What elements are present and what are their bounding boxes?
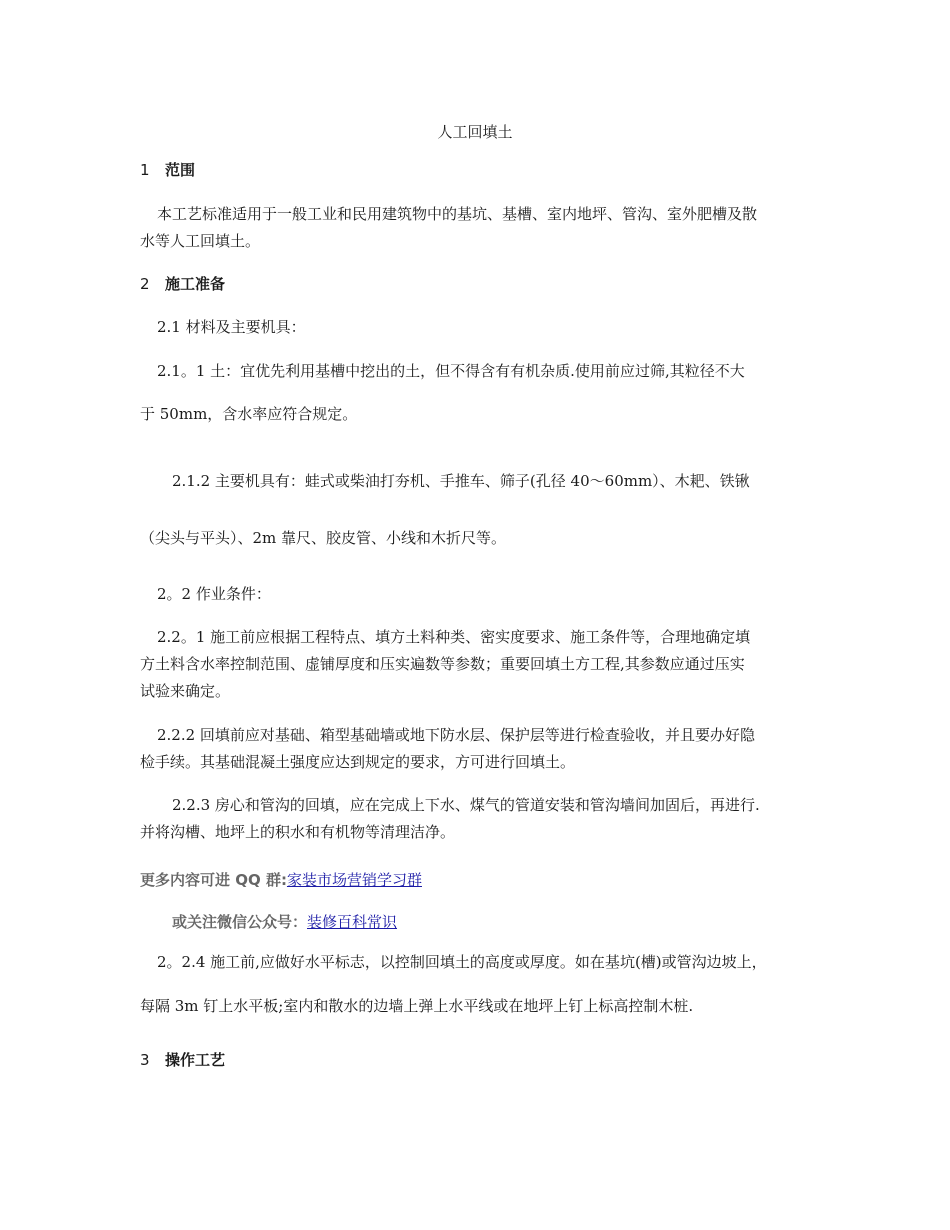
paragraph-line: 水等人工回填土。 [140,232,261,250]
wechat-link[interactable]: 装修百科常识 [307,913,398,931]
paragraph-line: 检手续。其基础混凝土强度应达到规定的要求，方可进行回填土。 [140,753,576,771]
paragraph-line: 并将沟槽、地坪上的积水和有机物等清理洁净。 [140,823,456,841]
wechat-promo [172,912,397,932]
section-title: 施工准备 [165,275,226,293]
section-title: 操作工艺 [165,1051,226,1069]
paragraph-line: 试验来确定。 [140,682,231,700]
document-title: 人工回填土 [437,123,513,141]
paragraph-line: 2.2.3 房心和管沟的回填，应在完成上下水、煤气的管道安装和管沟墙间加固后，再进行. [172,796,760,814]
qq-group-link[interactable]: 家装市场营销学习群 [286,871,422,889]
subsection-heading: 2。2 作业条件： [157,585,271,603]
subsection-heading: 2.1 材料及主要机具： [157,318,306,336]
paragraph-line: 本工艺标准适用于一般工业和民用建筑物中的基坑、基槽、室内地坪、管沟、室外肥槽及散 [157,205,758,223]
paragraph-line: 2.1。1 土：宜优先利用基槽中挖出的土，但不得含有有机杂质.使用前应过筛,其粒径不大 [157,362,745,380]
paragraph-line: 2.2.2 回填前应对基础、箱型基础墙或地下防水层、保护层等进行检查验收，并且要办好隐 [157,726,755,744]
section-number: 1 [140,161,150,179]
paragraph-line: 于 50mm，含水率应符合规定。 [140,405,358,423]
paragraph-line: 每隔 3m 钉上水平板;室内和散水的边墙上弹上水平线或在地坪上钉上标高控制木桩. [140,997,694,1015]
section-number: 3 [140,1051,150,1069]
paragraph-line: 2。2.4 施工前,应做好水平标志，以控制回填土的高度或厚度。如在基坑(槽)或管沟边坡上， [157,953,767,971]
qq-group-promo [140,870,422,890]
section-number: 2 [140,275,150,293]
section-heading-process [140,1050,225,1070]
paragraph-line: （尖头与平头）、2m 靠尺、胶皮管、小线和木折尺等。 [140,529,507,547]
paragraph-line: 2.1.2 主要机具有：蛙式或柴油打夯机、手推车、筛子(孔径 40～60mm）、木耙、铁锹 [172,472,750,490]
qq-group-label: 更多内容可进 QQ 群: [140,871,287,889]
paragraph-line: 方土料含水率控制范围、虚铺厚度和压实遍数等参数；重要回填土方工程,其参数应通过压实 [140,655,745,673]
paragraph-line: 2.2。1 施工前应根据工程特点、填方土料种类、密实度要求、施工条件等，合理地确定填 [157,628,751,646]
section-title: 范围 [165,161,196,179]
section-heading-preparation [140,274,225,294]
wechat-label: 或关注微信公众号： [172,913,308,931]
section-heading-scope [140,160,195,180]
